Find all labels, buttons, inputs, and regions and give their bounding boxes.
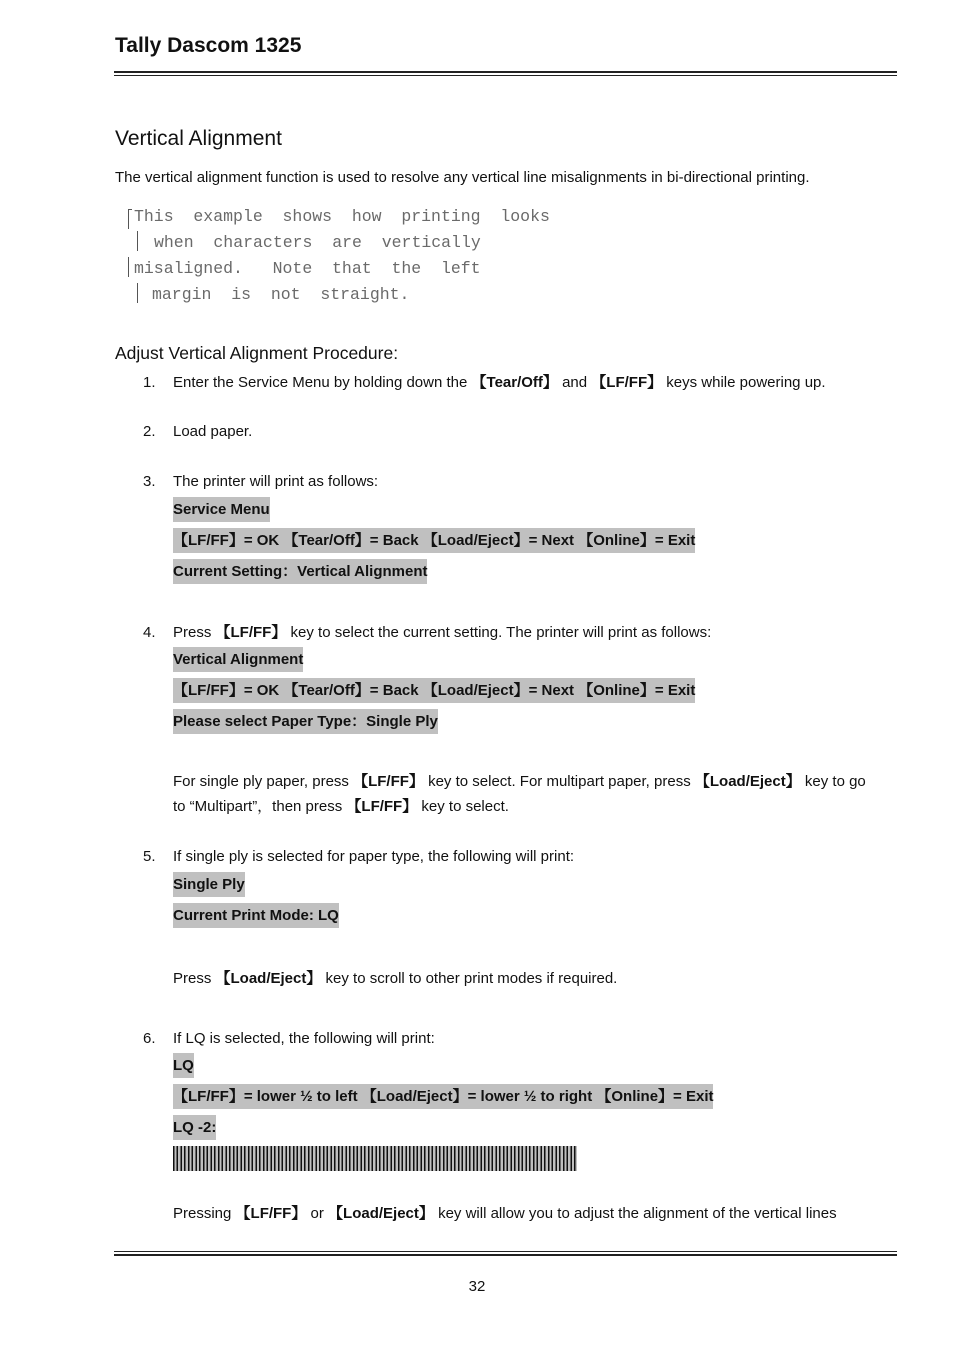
printout-line: Service Menu bbox=[173, 497, 270, 522]
example-line-3: misaligned. Note that the left bbox=[134, 259, 481, 278]
printout-line: 【LF/FF】= OK 【Tear/Off】= Back 【Load/Eject】= Next 【Online】= Exit bbox=[173, 678, 695, 703]
intro-paragraph: The vertical alignment function is used to resolve any vertical line misalignments in bi-directional printing. bbox=[115, 169, 810, 186]
step-2-text: Load paper. bbox=[173, 423, 253, 440]
step-6-note: Pressing 【LF/FF】 or 【Load/Eject】 key will allow you to adjust the alignment of the vertical lines bbox=[173, 1205, 837, 1222]
step-number: 1. bbox=[143, 374, 156, 391]
step-4-text: Press 【LF/FF】 key to select the current setting. The printer will print as follows: bbox=[173, 624, 712, 641]
example-line-4: margin is not straight. bbox=[152, 285, 410, 304]
step-4-note-line-1: For single ply paper, press 【LF/FF】 key to select. For multipart paper, press 【Load/Eject】 key to go bbox=[173, 773, 866, 790]
step-number: 5. bbox=[143, 848, 156, 865]
step-3-text: The printer will print as follows: bbox=[173, 473, 379, 490]
printout-line: Current Print Mode: LQ bbox=[173, 903, 339, 928]
footer-rule-thin bbox=[114, 1251, 897, 1252]
printout-line: LQ bbox=[173, 1053, 194, 1078]
step-number: 6. bbox=[143, 1030, 156, 1047]
printout-line: Current Setting：Vertical Alignment bbox=[173, 559, 427, 584]
example-line-1: This example shows how printing looks bbox=[134, 207, 550, 226]
step-5-text: If single ply is selected for paper type, the following will print: bbox=[173, 848, 575, 865]
procedure-title: Adjust Vertical Alignment Procedure: bbox=[115, 343, 399, 363]
step-4-note-line-2: to “Multipart”，then press 【LF/FF】 key to select. bbox=[173, 798, 509, 815]
printout-line: Vertical Alignment bbox=[173, 647, 303, 672]
step-5-note: Press 【Load/Eject】 key to scroll to other print modes if required. bbox=[173, 970, 618, 987]
step-number: 4. bbox=[143, 624, 156, 641]
step-1-text: Enter the Service Menu by holding down the 【Tear/Off】 and 【LF/FF】 keys while powering up. bbox=[173, 374, 826, 391]
page-number: 32 bbox=[468, 1278, 486, 1295]
misalignment-example bbox=[125, 205, 585, 305]
section-title: Vertical Alignment bbox=[115, 127, 282, 150]
step-number: 2. bbox=[143, 423, 156, 440]
footer-rule bbox=[114, 1254, 897, 1256]
example-line-2: when characters are vertically bbox=[154, 233, 481, 252]
printout-line: Single Ply bbox=[173, 872, 245, 897]
printout-line: 【LF/FF】= lower ½ to left 【Load/Eject】= lower ½ to right 【Online】= Exit bbox=[173, 1084, 713, 1109]
document-header-title: Tally Dascom 1325 bbox=[115, 34, 302, 57]
header-rule bbox=[114, 71, 897, 73]
header-rule-thin bbox=[114, 75, 897, 76]
step-number: 3. bbox=[143, 473, 156, 490]
printout-line: Please select Paper Type：Single Ply bbox=[173, 709, 438, 734]
vertical-lines-pattern bbox=[173, 1146, 577, 1171]
printout-line: 【LF/FF】= OK 【Tear/Off】= Back 【Load/Eject】= Next 【Online】= Exit bbox=[173, 528, 695, 553]
printout-line: LQ -2: bbox=[173, 1115, 216, 1140]
step-6-text: If LQ is selected, the following will print: bbox=[173, 1030, 435, 1047]
